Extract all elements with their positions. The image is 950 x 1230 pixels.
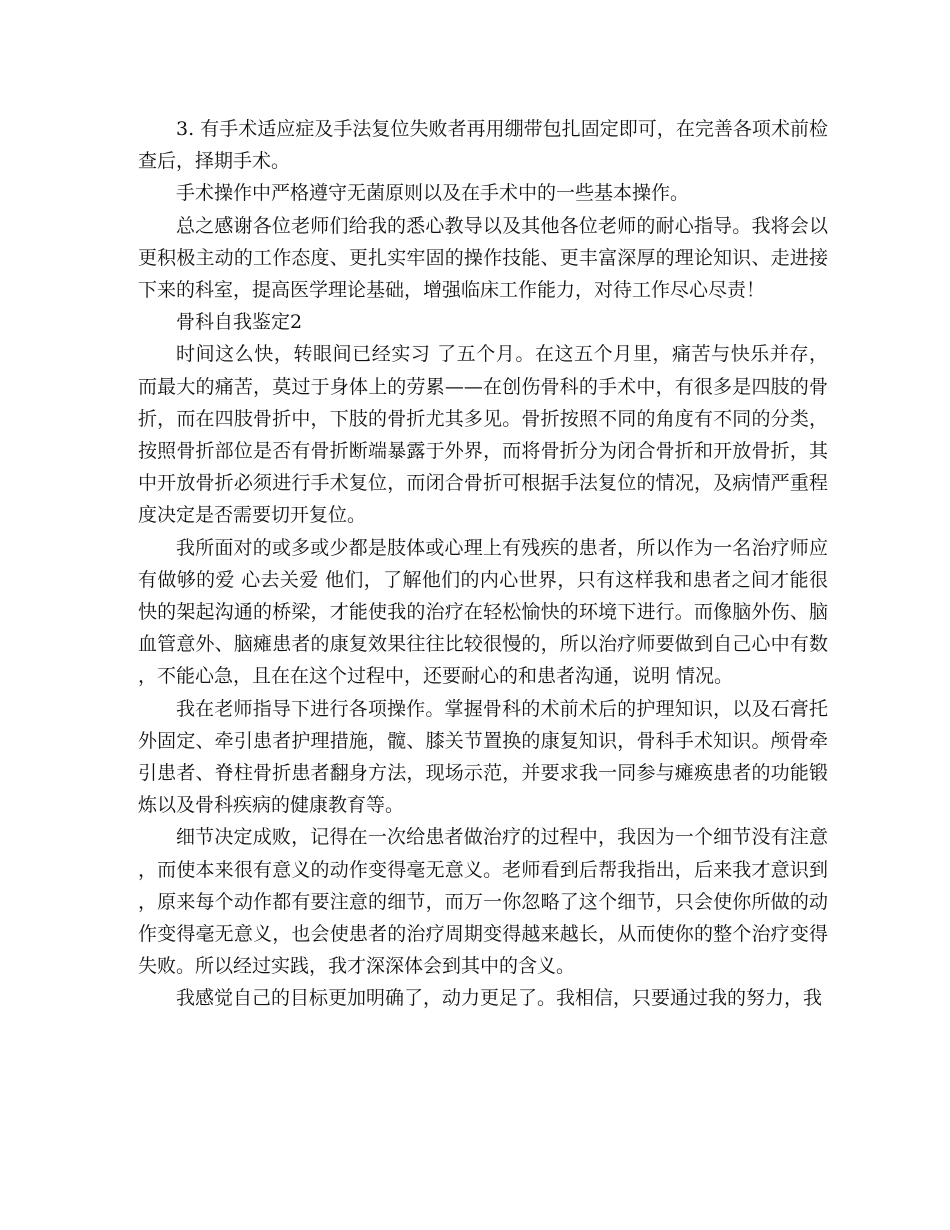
paragraph-thanks: 总之感谢各位老师们给我的悉心教导以及其他各位老师的耐心指导。我将会以更积极主动的工作态度、更扎实牢固的操作技能、更丰富深厚的理论知识、走进接下来的科室，提高医学理论基础，增强临床工作能力，对待工作尽心尽责！ (138, 214, 828, 302)
paragraph-aseptic-principle: 手术操作中严格遵守无菌原则以及在手术中的一些基本操作。 (176, 182, 690, 205)
paragraph-goals: 我感觉自己的目标更加明确了，动力更足了。我相信，只要通过我的努力，我 (176, 987, 823, 1010)
paragraph-patients: 我所面对的或多或少都是肢体或心理上有残疾的患者，所以作为一名治疗师应有做够的爱 心去关爱 他们，了解他们的内心世界，只有这样我和患者之间才能很快的架起沟通的桥梁，才能使我的治疗在轻松愉快的环境下进行。而像脑外伤、脑血管意外、脑瘫患者的康复效果往往比较很慢的，所以治疗师要做到自己心中有数，不能心急，且在在这个过程中，还要耐心的和患者沟通，说明 情况。 (138, 536, 828, 688)
paragraph-internship-time: 时间这么快，转眼间已经实习 了五个月。在这五个月里，痛苦与快乐并存，而最大的痛苦，莫过于身体上的劳累——在创伤骨科的手术中，有很多是四肢的骨折，而在四肢骨折中，下肢的骨折尤其多见。骨折按照不同的角度有不同的分类，按照骨折部位是否有骨折断端暴露于外界，而将骨折分为闭合骨折和开放骨折，其中开放骨折必须进行手术复位，而闭合骨折可根据手法复位的情况，及病情严重程度决定是否需要切开复位。 (138, 343, 828, 527)
paragraph-details: 细节决定成败，记得在一次给患者做治疗的过程中，我因为一个细节没有注意，而使本来很有意义的动作变得毫无意义。老师看到后帮我指出，后来我才意识到，原来每个动作都有要注意的细节，而万一你忽略了这个细节，只会使你所做的动作变得毫无意义，也会使患者的治疗周期变得越来越长，从而使你的整个治疗变得失败。所以经过实践，我才深深体会到其中的含义。 (138, 826, 828, 978)
paragraph-operations: 我在老师指导下进行各项操作。掌握骨科的术前术后的护理知识，以及石膏托外固定、牵引患者护理措施，髋、膝关节置换的康复知识，骨科手术知识。颅骨牵引患者、脊柱骨折患者翻身方法，现场示范，并要求我一同参与瘫痪患者的功能锻炼以及骨科疾病的健康教育等。 (138, 697, 828, 817)
document-body (138, 113, 828, 1015)
section-heading: 骨科自我鉴定2 (176, 311, 303, 334)
paragraph-surgery-indication: 3. 有手术适应症及手法复位失败者再用绷带包扎固定即可，在完善各项术前检查后，择期手术。 (138, 118, 828, 173)
